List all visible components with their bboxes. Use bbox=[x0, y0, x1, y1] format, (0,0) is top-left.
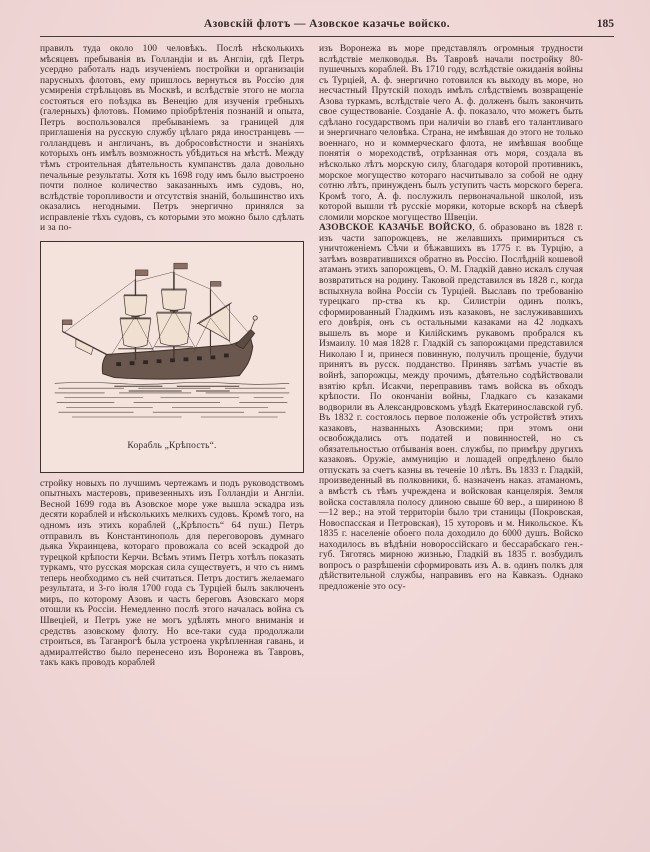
page-header bbox=[40, 18, 614, 34]
right-column-article bbox=[319, 223, 583, 592]
ship-illustration-icon bbox=[47, 246, 297, 438]
right-column-paragraph-2: , б. образовано въ 1828 г. изъ части запорожцевъ, не желавшихъ примириться съ уничтоженіемъ Сѣчи и бѣжавшихъ въ 1775 г. въ Турцію, а затѣмъ возвратившихся обратно въ Россію. Послѣдній кошевой атаманъ этихъ запорожцевъ, О. М. Гладкій давно искалъ случая возвратиться на родину. Таковой представился въ 1828 г., когда вспыхнула война Россіи съ Турціей. Выславъ по требованію турецкаго пр-ства къ кр. Силистріи одинъ полкъ, сформированный Гладкимъ изъ казаковъ, не заслуживавшихъ его довѣрія, онъ съ остальными казаками на 42 лодкахъ вышелъ въ море и Килійскимъ рукавомъ пробрался къ Измаилу. 10 мая 1828 г. Гладкій съ запорожцами представился Николаю I и, принеся повинную, получилъ прощеніе, будучи принятъ въ русск. подданство. Принявъ затѣмъ участіе въ войнѣ, запорожцы, между прочимъ, дѣятельно содѣйствовали взятію крѣп. Исакчи, переправивъ тамъ войска въ обходъ крѣпости. По окончаніи войны, Гладкаго съ казаками водворили въ Александровскомъ уѣздѣ Екатеринославской губ. Въ 1832 г. состоялось первое положеніе объ устройствѣ этихъ казаковъ, названныхъ Азовскими; при этомъ они освобождались отъ податей и повинностей, но съ обязательностью отбыванія воен. службы, по примѣру другихъ казаковъ. Оружіе, аммуницію и лошадей опредѣлено было отпускать за счетъ казны въ теченіе 10 лѣтъ. Въ 1833 г. Гладкій, произведенный въ полковники, б. назначенъ наказ. атаманомъ, а вмѣстѣ съ тѣмъ учреждена и войсковая канцелярія. Земля войска составляла полосу длиною свыше 60 вер., а шириною 8—12 вер.; на этой территоріи было три станицы (Покровская, Новоспасская и Петровская), 15 хуторовъ и м. Никольское. Къ 1835 г. населеніе обоего пола доходило до 6000 душъ. Войско находилось въ вѣдѣніи новороссійскаго и бессарабскаго ген.-губ. Тяготясь мирною жизнью, Гладкій въ 1835 г. возбудилъ вопросъ о разрѣшеніи сформировать изъ А. в. одинъ полкъ для дѣйствительной службы, направивъ его на Кавказъ. Однако предложеніе это осу- bbox=[319, 223, 583, 592]
header-divider bbox=[40, 36, 614, 37]
right-column bbox=[319, 44, 583, 669]
text-columns bbox=[40, 44, 614, 669]
left-column-text-top: правилъ туда около 100 человѣкъ. Послѣ нѣсколькихъ мѣсяцевъ пребыванія въ Голландіи и въ Англіи, гдѣ Петръ усердно работалъ надъ изученіемъ постройки и организаціи парусныхъ флотовъ, ему пришлось вернуться въ Россію для усмиренія стрѣльцовъ въ Москвѣ, и вслѣдствіе этого не могла состояться его поѣздка въ Венецію для изученія гребныхъ (галерныхъ) флотовъ. Помимо пріобрѣтенія познаній и опыта, Петръ воспользовался пребываніемъ за границей для приглашенія на русскую службу цѣлаго ряда иностранцевъ — голландцевъ и англичанъ, въ добросовѣстности и знаніяхъ которыхъ онъ имѣлъ возможность убѣдиться на мѣстѣ. Между тѣмъ строительная дѣятельность кумпанствъ дала довольно печальные результаты. Хотя къ 1698 году имъ было выстроено почти полное количество заказанныхъ имъ судовъ, но, вслѣдствіе торопливости и отсутствія знаній, большинство ихъ оказались негодными. Петръ энергично принялся за исправленіе тѣхъ судовъ, съ которыми это можно было сдѣлать и за по- bbox=[40, 44, 304, 234]
left-column-text-bottom: стройку новыхъ по лучшимъ чертежамъ и подъ руководствомъ опытныхъ мастеровъ, привезенныхъ изъ Голландіи и Англіи. Весной 1699 года въ Азовское море уже вышла эскадра изъ десяти кораблей и нѣсколькихъ мелкихъ судовъ. Кромѣ того, на одномъ изъ этихъ кораблей („Крѣпость“ 64 пуш.) Петръ отправилъ въ Константинополь для переговоровъ думнаго дьяка Украинцева, котораго провожала со всей эскадрой до турецкой крѣпости Керчи. Всѣмъ этимъ Петръ хотѣлъ показать туркамъ, что русская морская сила существуетъ, и что съ нимъ теперь необходимо съ ней считаться. Петръ достигъ желаемаго результата, и 3-го іюля 1700 года съ Турціей былъ заключенъ миръ, по которому Азовъ и часть береговъ Азовскаго моря отошли къ Россіи. Немедленно послѣ этого началась война съ Швеціей, и Петръ уже не могъ удѣлять много вниманія и средствъ азовскому флоту. Но все-таки суда продолжали строиться, въ Таганрогѣ была устроена укрѣпленная гавань, и адмиралтейство было перенесено изъ Воронежа въ Тавровъ, такъ какъ проводъ кораблей bbox=[40, 478, 304, 669]
running-title: Азовскій флотъ — Азовское казачье войско. bbox=[203, 18, 451, 30]
page-number: 185 bbox=[596, 18, 614, 30]
right-column-paragraph-1: изъ Воронежа въ море представлялъ огромныя трудности вслѣдствіе мелководья. Въ Тавровѣ начали постройку 80-пушечныхъ кораблей. Въ 1710 году, вслѣдствіе ожиданія войны съ Турціей, А. ф. энергично готовился къ выходу въ море, но несчастный Прутскій походъ имѣлъ слѣдствіемъ возвращеніе Азова туркамъ, вслѣдствіе чего А. ф. долженъ былъ закончить свое существованіе. Созданіе А. ф. показало, что можетъ быть сдѣлано государствомъ при наличіи во главѣ его талантливаго и энергичнаго человѣка. Страна, не имѣвшая до этого не только военнаго, но и коммерческаго флота, не имѣвшая вообще понятія о мореходствѣ, отрѣзанная отъ моря, создала въ нѣсколько лѣтъ морскую силу, благодаря которой противникъ, морское могущество котораго насчитывало за собой не одну сотню лѣтъ, принужденъ былъ уступить часть морского берега. Кромѣ того, А. ф. послужилъ первоначальной школой, изъ которой вышли тѣ русскіе моряки, которые вскорѣ на сѣверѣ сломили морское могущество Швеціи. bbox=[319, 44, 583, 223]
article-heading: АЗОВСКОЕ КАЗАЧЬЕ ВОЙСКО bbox=[319, 223, 473, 234]
figure-caption: Корабль „Крѣпость“. bbox=[127, 440, 217, 451]
left-column bbox=[40, 44, 304, 669]
ship-engraving-plate bbox=[40, 241, 304, 473]
